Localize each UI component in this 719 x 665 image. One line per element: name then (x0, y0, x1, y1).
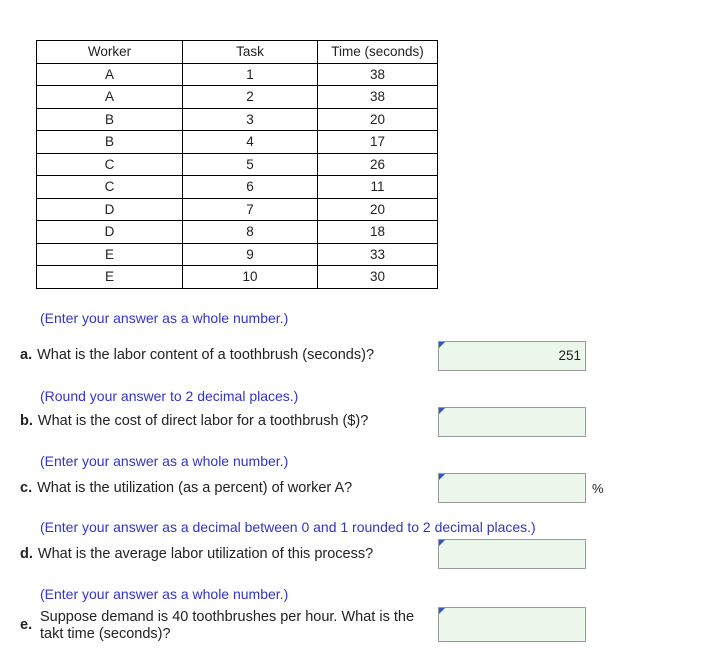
cell-task: 8 (183, 221, 318, 244)
answer-d-input[interactable] (438, 539, 586, 569)
task-time-table (36, 40, 438, 289)
cell-worker: E (37, 266, 183, 289)
table-row (37, 198, 438, 221)
table-header-row (37, 41, 438, 64)
cell-time: 11 (318, 176, 438, 199)
cell-time: 20 (318, 108, 438, 131)
table-row (37, 221, 438, 244)
cell-task: 1 (183, 63, 318, 86)
question-b-letter: b. (20, 413, 33, 429)
cell-worker: D (37, 221, 183, 244)
table-row (37, 63, 438, 86)
question-e-letter: e. (20, 617, 33, 633)
question-d (20, 546, 373, 562)
cell-task: 2 (183, 86, 318, 109)
question-b-text: What is the cost of direct labor for a toothbrush ($)? (37, 413, 369, 429)
cell-time: 30 (318, 266, 438, 289)
question-e-text-line2: takt time (seconds)? (40, 626, 171, 642)
question-a (20, 347, 374, 363)
cell-task: 5 (183, 153, 318, 176)
answer-c-input[interactable] (438, 473, 586, 503)
question-e (40, 609, 414, 643)
header-task: Task (183, 41, 318, 64)
question-d-letter: d. (20, 546, 33, 562)
hint-c: (Enter your answer as a whole number.) (40, 453, 289, 469)
cell-worker: C (37, 176, 183, 199)
question-e-text-line1: Suppose demand is 40 toothbrushes per hour. What is the (40, 609, 415, 625)
cell-worker: D (37, 198, 183, 221)
cell-worker: B (37, 131, 183, 154)
table-row (37, 86, 438, 109)
header-time: Time (seconds) (318, 41, 438, 64)
table-row (37, 266, 438, 289)
question-d-text: What is the average labor utilization of this process? (37, 546, 374, 562)
cell-worker: A (37, 63, 183, 86)
table-row (37, 108, 438, 131)
cell-task: 6 (183, 176, 318, 199)
question-b (20, 413, 368, 429)
cell-worker: C (37, 153, 183, 176)
cell-task: 10 (183, 266, 318, 289)
cell-worker: A (37, 86, 183, 109)
question-c-letter: c. (20, 480, 33, 496)
cell-task: 7 (183, 198, 318, 221)
question-c (20, 480, 352, 496)
answer-e-input[interactable] (438, 607, 586, 642)
cell-time: 26 (318, 153, 438, 176)
question-a-letter: a. (20, 347, 33, 363)
answer-b-input[interactable] (438, 407, 586, 437)
cell-task: 4 (183, 131, 318, 154)
hint-a: (Enter your answer as a whole number.) (40, 310, 289, 326)
answer-a-input[interactable]: 251 (438, 341, 586, 371)
question-c-text: What is the utilization (as a percent) of worker A? (37, 480, 353, 496)
table-row (37, 153, 438, 176)
table-row (37, 131, 438, 154)
cell-time: 38 (318, 63, 438, 86)
cell-worker: E (37, 243, 183, 266)
cell-time: 17 (318, 131, 438, 154)
hint-b: (Round your answer to 2 decimal places.) (40, 388, 299, 404)
cell-task: 3 (183, 108, 318, 131)
cell-time: 33 (318, 243, 438, 266)
header-worker: Worker (37, 41, 183, 64)
hint-d: (Enter your answer as a decimal between 0 and 1 rounded to 2 decimal places.) (40, 519, 536, 535)
question-a-text: What is the labor content of a toothbrush (seconds)? (37, 347, 375, 363)
cell-time: 38 (318, 86, 438, 109)
percent-unit: % (592, 481, 604, 496)
table-row (37, 176, 438, 199)
cell-worker: B (37, 108, 183, 131)
cell-task: 9 (183, 243, 318, 266)
cell-time: 20 (318, 198, 438, 221)
cell-time: 18 (318, 221, 438, 244)
hint-e: (Enter your answer as a whole number.) (40, 586, 289, 602)
table-row (37, 243, 438, 266)
